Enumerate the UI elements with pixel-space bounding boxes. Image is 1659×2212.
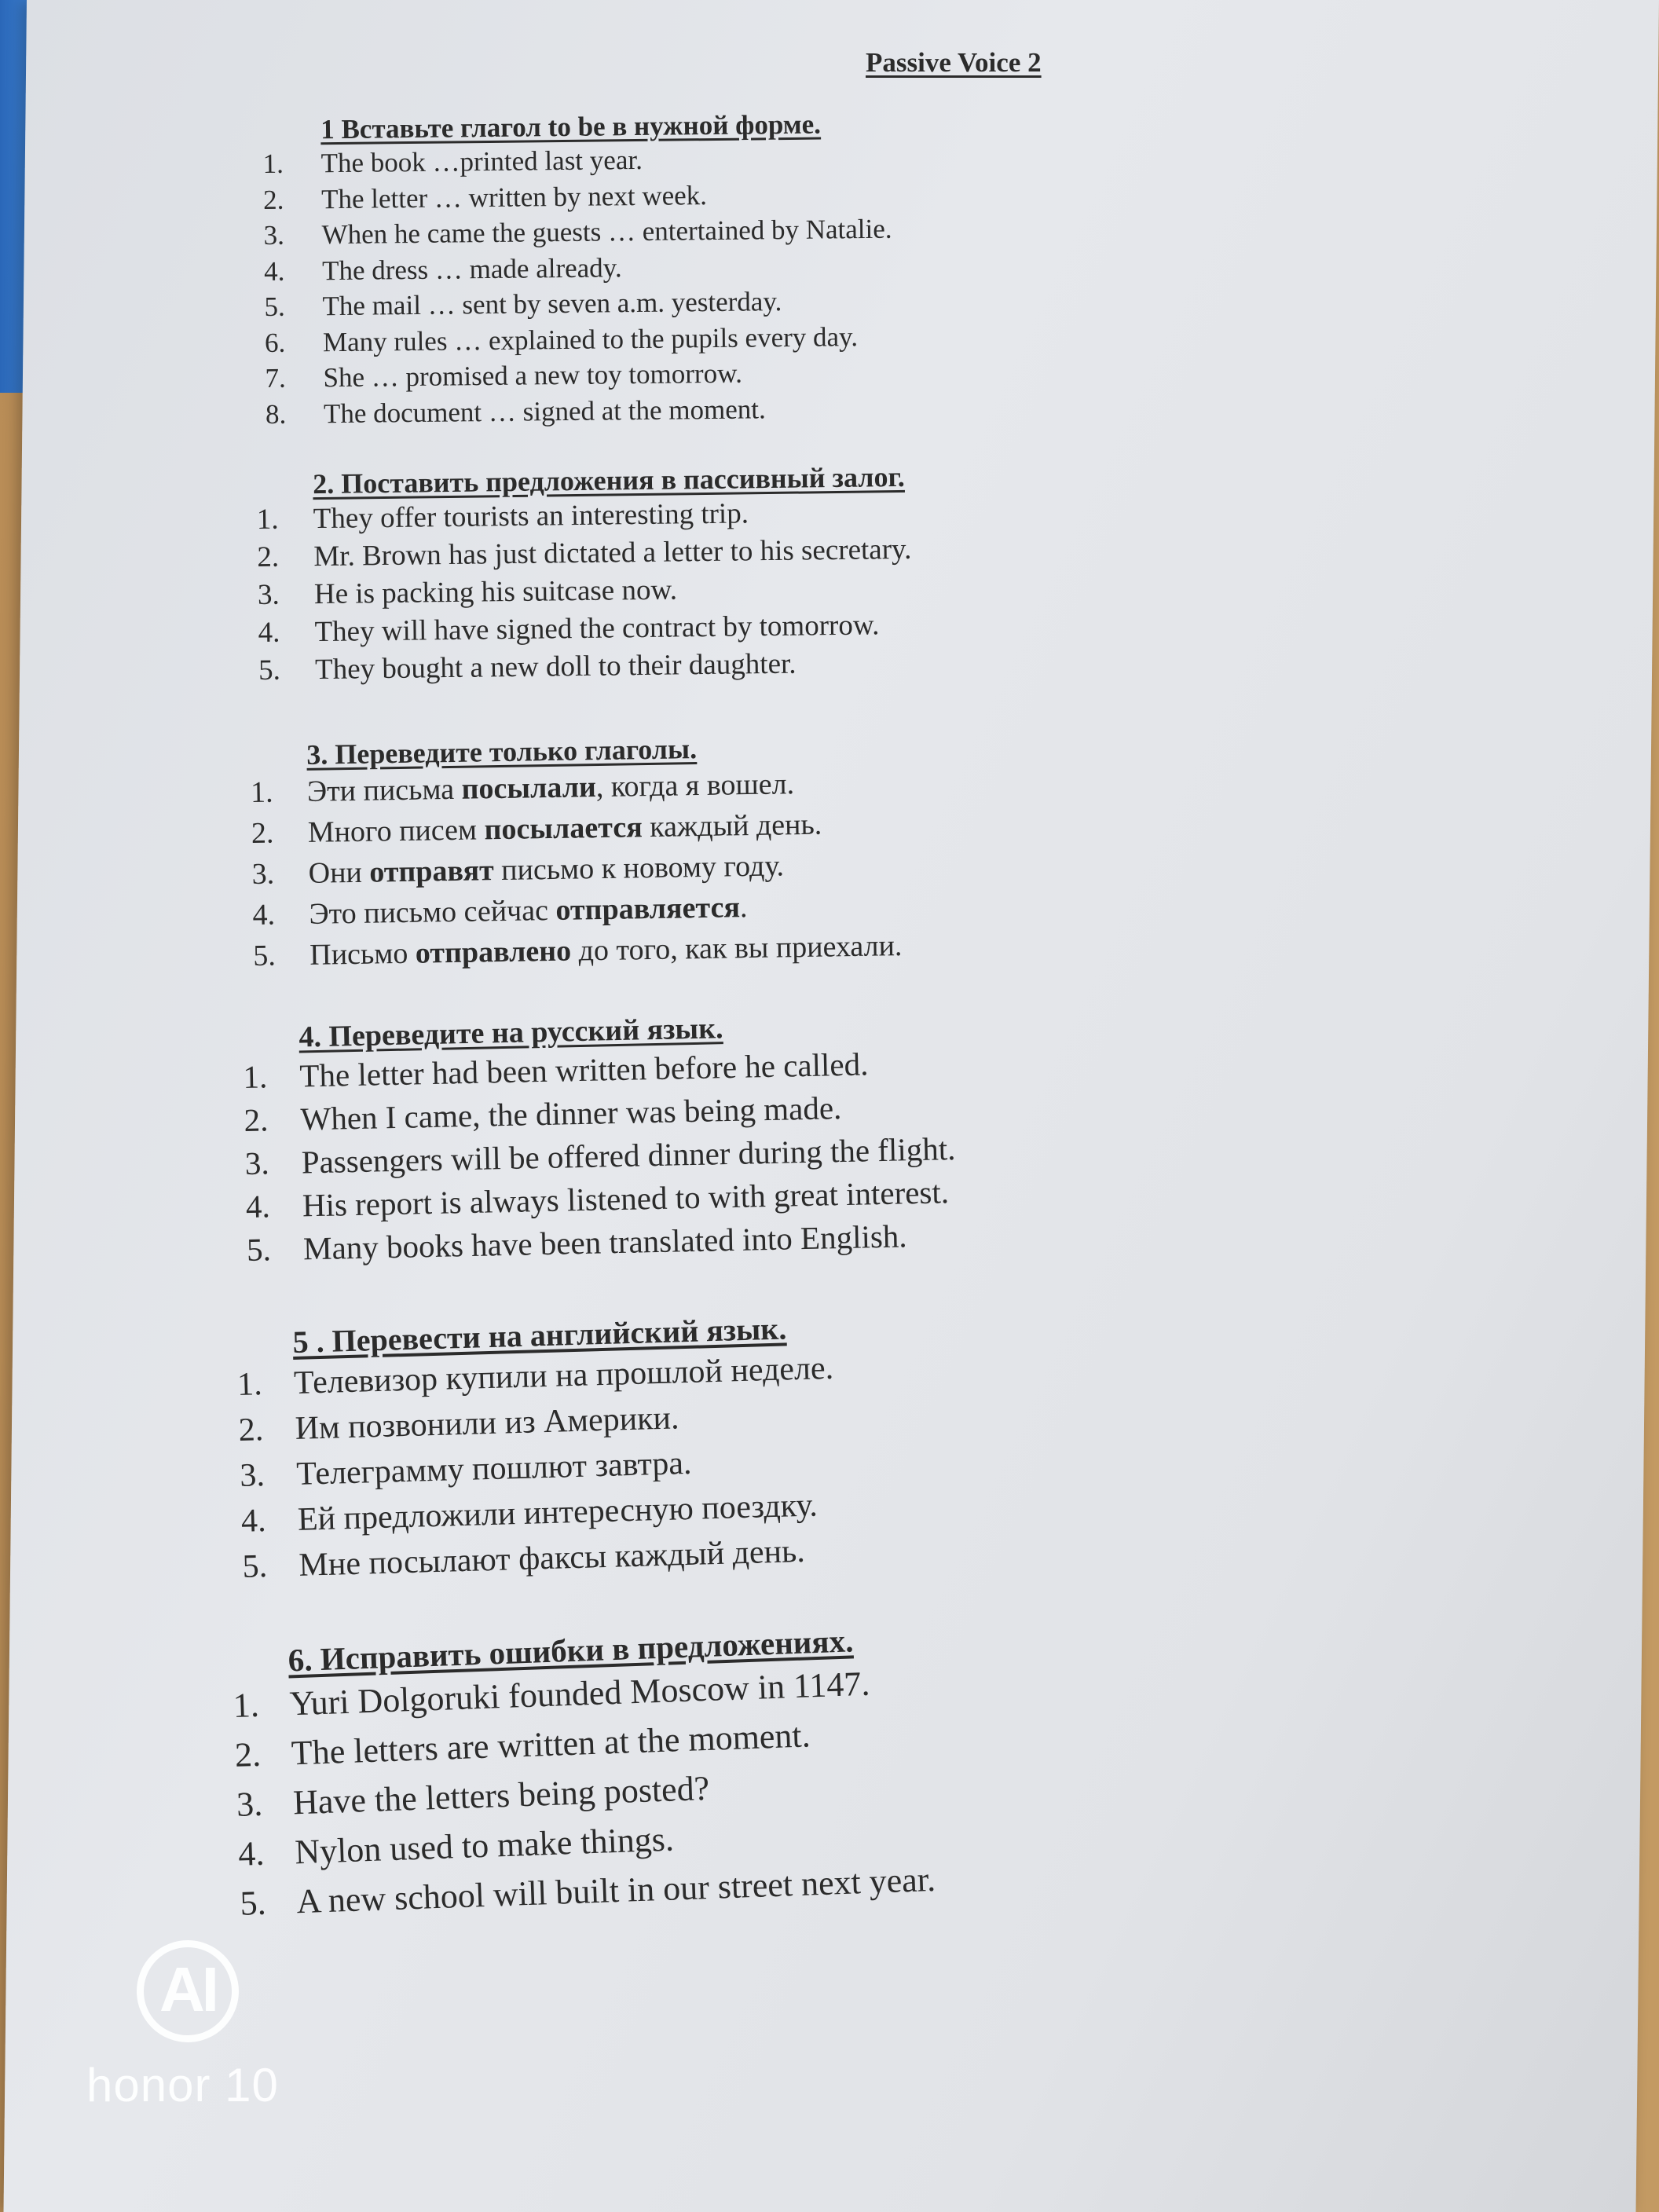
item-number: 2. [238,1412,264,1448]
exercise-heading: 6. Исправить ошибки в предложениях. [287,1622,855,1679]
item-text: Мне посылают факсы каждый день. [298,1533,806,1584]
item-text: The document … signed at the moment. [323,393,766,429]
item-text-after: . [739,891,748,925]
item-number: 2. [234,1734,262,1774]
item-number: 1. [262,148,284,179]
item-text: He is packing his suitcase now. [313,573,678,611]
item-number: 5. [264,291,286,322]
item-number: 4. [252,898,276,932]
item-text: When he came the guests … entertained by Natalie. [321,213,892,251]
exercise-3 [250,729,903,976]
item-text: The dress … made already. [321,251,622,286]
item-text: The letters are written at the moment. [291,1716,811,1773]
item-number: 1. [250,775,273,809]
item-text: The letter had been written before he called. [298,1046,869,1094]
item-number: 4. [245,1188,271,1225]
item-number: 4. [237,1833,266,1873]
item-number: 4. [263,255,285,287]
highlighted-verb: отправят [368,854,495,889]
exercise-heading: 5 . Перевести на английский язык. [291,1310,787,1360]
item-number: 4. [240,1503,267,1540]
exercise-6 [231,1619,936,1928]
list-item [265,318,893,361]
item-text: The mail … sent by seven a.m. yesterday. [322,286,782,322]
ai-badge-text: AI [159,1954,216,2024]
item-number: 2. [262,184,284,215]
highlighted-verb: посылается [484,811,643,847]
item-text: Passengers will be offered dinner during the flight. [301,1130,956,1181]
item-number: 5. [258,654,281,687]
highlighted-verb: отправлено [415,934,572,970]
item-number: 2. [251,816,274,850]
item-number: 8. [265,398,287,430]
exercise-heading: 2. Поставить предложения в пассивный залог. [313,460,905,500]
item-text [308,845,784,894]
item-number: 3. [239,1457,266,1494]
exercise-heading: 3. Переведите только глаголы. [306,733,698,771]
exercise-list [233,1657,936,1928]
item-text: Телеграмму пошлют завтра. [295,1445,693,1492]
item-number: 3. [236,1784,264,1824]
item-text-before: Эти письма [306,772,462,808]
item-number: 3. [257,578,280,611]
item-text-before: Они [308,855,370,890]
highlighted-verb: отправляется [555,891,741,927]
item-number: 1. [236,1366,263,1403]
exercise-list [243,1041,958,1272]
item-text: His report is always listened to with great interest. [302,1174,950,1224]
exercise-4 [242,1006,958,1272]
item-text: They bought a new doll to their daughter. [314,647,797,687]
camera-watermark [86,1940,291,2113]
item-number: 3. [251,857,275,891]
list-item [266,390,894,432]
item-number: 1. [243,1058,268,1095]
item-number: 1. [232,1685,260,1725]
list-item [258,644,914,690]
item-text: The book …printed last year. [320,144,643,179]
item-text: She … promised a new toy tomorrow. [323,357,743,394]
item-text [309,887,748,935]
item-number: 5. [239,1883,267,1923]
exercise-2 [256,460,913,690]
item-text: Have the letters being posted? [292,1768,710,1822]
item-text: They offer tourists an interesting trip. [313,497,749,536]
item-text: The letter … written by next week. [320,179,708,214]
item-text: Им позвонили из Америки. [295,1400,680,1447]
exercise-list [262,140,894,432]
watermark-brand: honor 10 [86,2059,279,2111]
item-number: 7. [265,362,286,394]
item-number: 5. [253,939,276,972]
item-text: Mr. Brown has just dictated a letter to his secretary. [313,533,912,573]
item-text: Nylon used to make things. [294,1819,675,1872]
exercise-list [257,493,914,690]
exercise-heading: 1 Вставьте глагол to be в нужной форме. [320,108,822,145]
item-text-after: до того, как вы приехали. [570,928,903,968]
exercise-list [236,1346,839,1590]
item-number: 5. [246,1231,272,1268]
item-number: 6. [264,327,286,358]
exercise-heading: 4. Переведите на русский язык. [298,1012,723,1054]
item-text [309,925,903,976]
list-item [258,606,913,652]
item-text: When I came, the dinner was being made. [300,1090,842,1137]
item-number: 2. [257,540,280,573]
item-number: 4. [258,616,280,649]
item-text: Yuri Dolgoruki founded Moscow in 1147. [288,1664,871,1723]
item-text: Many rules … explained to the pupils every day. [322,320,859,357]
item-text: They will have signed the contract by tomorrow. [314,609,880,649]
item-number: 5. [241,1548,268,1585]
item-text-before: Это письмо сейчас [309,893,556,931]
item-text-before: Письмо [309,936,416,972]
page-title: Passive Voice 2 [866,47,1042,78]
item-number: 1. [256,503,279,536]
item-text: A new school will built in our street next year. [295,1859,936,1921]
exercise-5 [236,1309,839,1590]
item-text: Ей предложили интересную поездку. [297,1487,819,1538]
item-text: Телевизор купили на прошлой неделе. [293,1350,834,1401]
list-item [263,211,892,254]
item-number: 2. [244,1101,269,1138]
item-text: Many books have been translated into English. [302,1218,907,1267]
exercise-list [251,762,903,976]
exercise-1 [262,108,894,432]
item-text-before: Много писем [307,813,485,849]
item-text-after: каждый день. [642,808,822,844]
item-number: 3. [263,219,285,251]
list-item [257,531,912,577]
highlighted-verb: посылали [461,771,597,806]
item-text-after: , когда я вошел. [595,767,795,804]
item-text-after: письмо к новому году. [493,849,785,888]
item-number: 3. [244,1144,270,1181]
